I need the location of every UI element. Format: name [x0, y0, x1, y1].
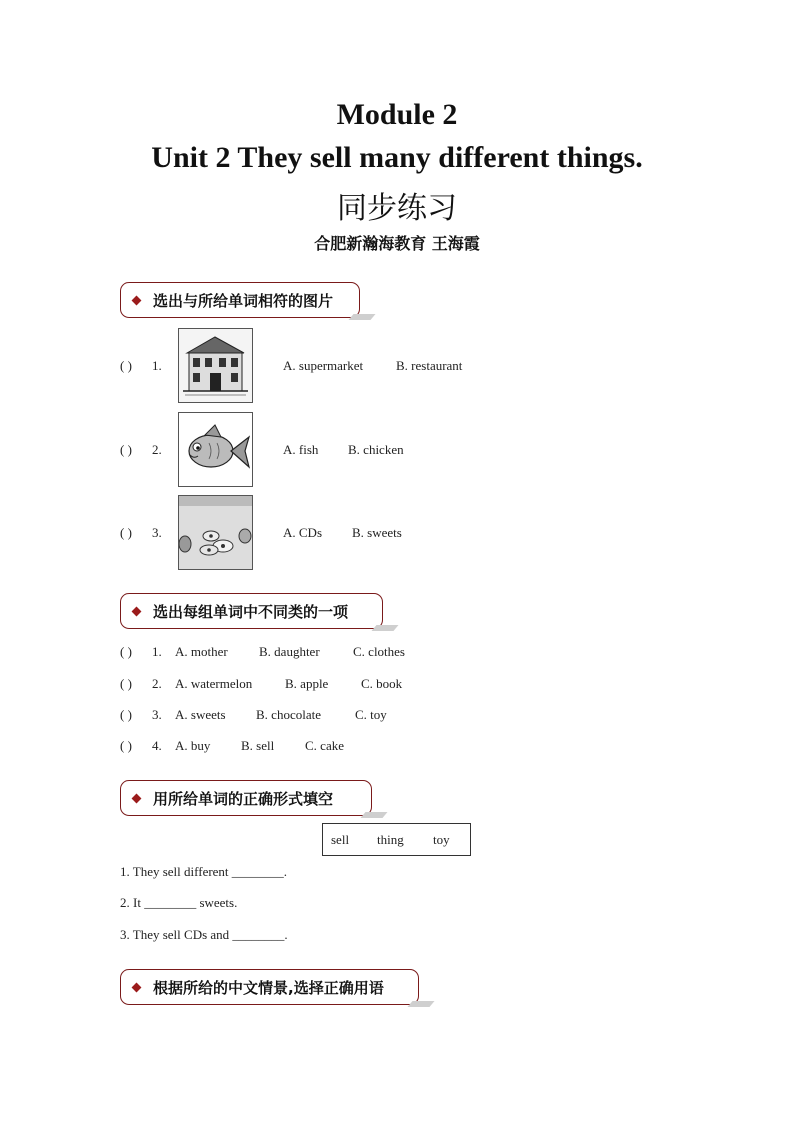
odd-one-out-question-2 — [120, 676, 162, 692]
word-bank — [322, 823, 471, 856]
section-header-1 — [120, 282, 360, 318]
cds-sweets-image — [178, 495, 253, 570]
question-number: 1. — [152, 644, 162, 659]
option-b: B. apple — [285, 676, 329, 691]
fill-blank-question-1[interactable]: 1. They sell different ________. — [120, 864, 288, 879]
odd-one-out-question-1 — [120, 644, 162, 660]
answer-blank[interactable]: ( ) — [120, 442, 132, 457]
picture-question-2 — [120, 442, 162, 458]
option-b: B. sell — [241, 738, 275, 753]
diamond-bullet-icon — [132, 982, 142, 992]
option-c: C. clothes — [353, 644, 405, 659]
option-c: C. toy — [355, 707, 387, 722]
section-header-3 — [120, 780, 372, 816]
answer-blank[interactable]: ( ) — [120, 525, 132, 540]
fish-image — [178, 412, 253, 487]
picture-question-3 — [120, 525, 162, 541]
word-bank-item: sell — [331, 831, 350, 847]
option-a: A. watermelon — [175, 676, 253, 691]
unit-title: Unit 2 They sell many different things. — [151, 141, 643, 174]
option-b: B. restaurant — [396, 358, 463, 373]
fill-blank-question-2[interactable]: 2. It ________ sweets. — [120, 895, 238, 910]
section-title: 根据所给的中文情景,选择正确用语 — [153, 978, 384, 997]
restaurant-building-image — [178, 328, 253, 403]
answer-blank[interactable]: ( ) — [120, 738, 132, 753]
section-title: 用所给单词的正确形式填空 — [153, 789, 334, 808]
fill-blank-question-3[interactable]: 3. They sell CDs and ________. — [120, 927, 288, 942]
section-title: 选出每组单词中不同类的一项 — [153, 602, 349, 621]
option-b: B. chocolate — [256, 707, 321, 722]
module-title: Module 2 — [336, 98, 458, 131]
option-b: B. sweets — [352, 525, 402, 540]
question-number: 2. — [152, 676, 162, 691]
section-title: 选出与所给单词相符的图片 — [153, 291, 334, 310]
option-c: C. book — [361, 676, 403, 691]
answer-blank[interactable]: ( ) — [120, 644, 132, 659]
diamond-bullet-icon — [132, 295, 142, 305]
section-header-2 — [120, 593, 383, 629]
question-number: 3. — [152, 525, 162, 540]
option-a: A. buy — [175, 738, 211, 753]
question-number: 1. — [152, 358, 162, 373]
option-a: A. fish — [283, 442, 319, 457]
author-line: 合肥新瀚海教育 王海霞 — [314, 234, 480, 253]
option-a: A. supermarket — [283, 358, 364, 373]
option-c: C. cake — [305, 738, 344, 753]
diamond-bullet-icon — [132, 793, 142, 803]
question-number: 3. — [152, 707, 162, 722]
option-a: A. sweets — [175, 707, 226, 722]
subtitle: 同步练习 — [337, 191, 457, 226]
word-bank-item: thing — [377, 831, 404, 847]
option-a: A. mother — [175, 644, 228, 659]
question-number: 2. — [152, 442, 162, 457]
diamond-bullet-icon — [132, 606, 142, 616]
word-bank-item: toy — [433, 831, 450, 847]
answer-blank[interactable]: ( ) — [120, 707, 132, 722]
picture-question-1 — [120, 358, 162, 374]
question-number: 4. — [152, 738, 162, 753]
odd-one-out-question-3 — [120, 707, 162, 723]
option-b: B. daughter — [259, 644, 320, 659]
answer-blank[interactable]: ( ) — [120, 676, 132, 691]
option-a: A. CDs — [283, 525, 323, 540]
odd-one-out-question-4 — [120, 738, 162, 754]
section-header-4 — [120, 969, 419, 1005]
option-b: B. chicken — [348, 442, 404, 457]
answer-blank[interactable]: ( ) — [120, 358, 132, 373]
